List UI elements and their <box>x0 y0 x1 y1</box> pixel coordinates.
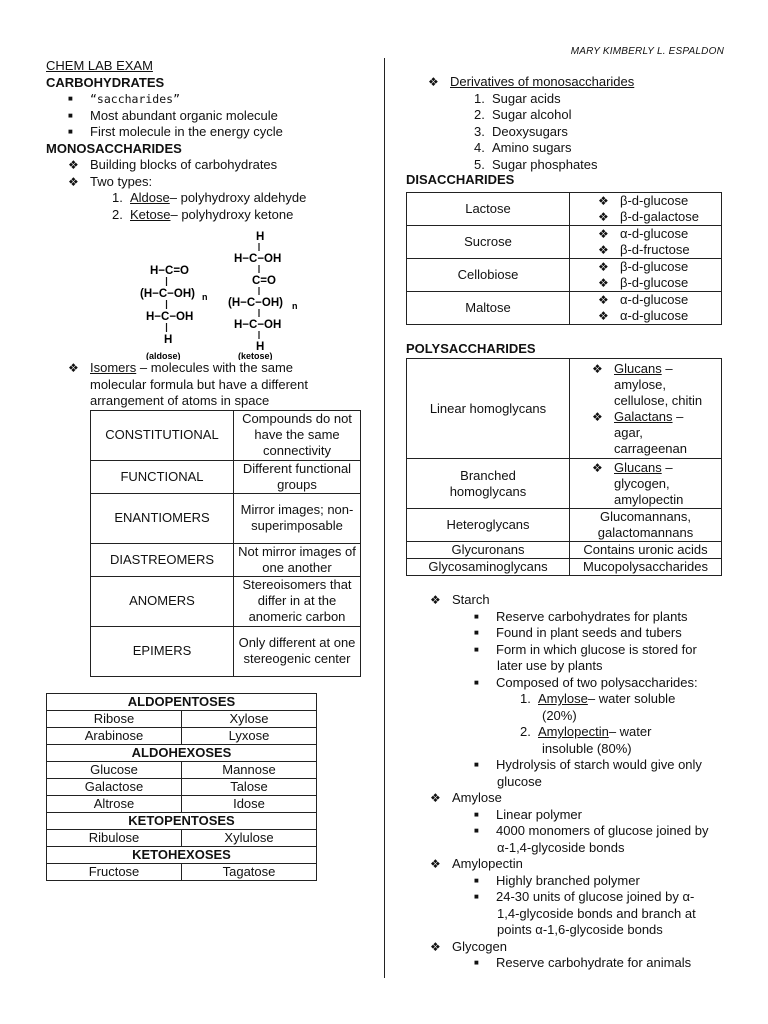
aldose-line-1: H−C=O <box>150 265 189 277</box>
polysaccharides-table <box>406 358 722 576</box>
table-row: FUNCTIONAL Different functional groups <box>91 460 361 493</box>
list-item: ❖ Derivatives of monosaccharides <box>428 74 635 89</box>
diamond-bullet-icon: ❖ <box>592 460 603 475</box>
carbohydrates-heading: CARBOHYDRATES <box>46 74 165 90</box>
author-name: MARY KIMBERLY L. ESPALDON <box>570 46 724 57</box>
aldose-line-2: (H−C−OH) <box>140 288 195 300</box>
list-item: ❖ Starch <box>430 592 490 607</box>
diamond-bullet-icon: ❖ <box>430 791 441 805</box>
list-item: ■ Reserve carbohydrate for animals <box>474 955 692 970</box>
ketose-line-2: C=O <box>252 275 276 287</box>
table-row: Sucrose ❖ α-d-glucose ❖ β-d-fructose <box>407 225 722 258</box>
ketose-bottom-h: H <box>256 341 265 353</box>
list-item: ■ Hydrolysis of starch would give only <box>474 757 702 772</box>
square-bullet-icon: ■ <box>474 809 479 819</box>
list-item: ■ Composed of two polysaccharides: <box>474 674 698 690</box>
aldose-line-3: H−C−OH <box>146 311 194 323</box>
list-item: ■ First molecule in the energy cycle <box>68 124 283 139</box>
table-row: Arabinose Lyxose <box>47 727 317 744</box>
square-bullet-icon: ■ <box>474 628 479 637</box>
ketose-subscript: n <box>292 301 298 311</box>
diamond-bullet-icon: ❖ <box>598 209 609 224</box>
list-item: 4. Amino sugars <box>474 140 572 155</box>
isomers-continued: arrangement of atoms in space <box>90 393 270 408</box>
list-item: ■ Reserve carbohydrates for plants <box>474 608 688 624</box>
diamond-bullet-icon: ❖ <box>430 857 441 871</box>
structure-diagram <box>94 227 314 360</box>
diamond-bullet-icon: ❖ <box>68 174 79 189</box>
square-bullet-icon: ■ <box>474 826 479 835</box>
monosaccharides-heading: MONOSACCHARIDES <box>46 140 182 156</box>
polysaccharides-heading: POLYSACCHARIDES <box>406 340 536 356</box>
list-item: ■ Form in which glucose is stored for <box>474 641 697 657</box>
list-item: 2. Amylopectin – water <box>520 724 652 739</box>
table-header-row: KETOHEXOSES <box>47 846 317 863</box>
table-row: Fructose Tagatose <box>47 863 317 880</box>
list-item: 1. Aldose – polyhydroxy aldehyde <box>112 190 307 205</box>
column-divider <box>384 58 385 978</box>
list-item: ❖ Glycogen <box>430 938 507 954</box>
list-item: ❖ Building blocks of carbohydrates <box>68 157 278 172</box>
table-row: Branched homoglycans ❖ Glucans – glycogen, amylopectin <box>407 459 722 509</box>
diamond-bullet-icon: ❖ <box>598 226 609 241</box>
diamond-bullet-icon: ❖ <box>598 242 609 257</box>
disaccharides-heading: DISACCHARIDES <box>406 172 515 187</box>
diamond-bullet-icon: ❖ <box>598 275 609 290</box>
diamond-bullet-icon: ❖ <box>430 939 441 954</box>
list-item: ■ Most abundant organic molecule <box>68 107 278 123</box>
list-item: ■ “saccharides” <box>68 92 181 106</box>
table-row: EPIMERS Only different at one stereogenic center <box>91 626 361 676</box>
list-item: 3. Deoxysugars <box>474 123 568 139</box>
list-item: ❖ Amylose <box>430 790 502 805</box>
list-item: ❖ Isomers – molecules with the same <box>68 360 294 375</box>
isomer-table <box>90 410 361 677</box>
square-bullet-icon: ■ <box>474 892 479 901</box>
isomers-continued: molecular formula but have a different <box>90 376 308 392</box>
aldose-subscript: n <box>202 292 208 302</box>
diamond-bullet-icon: ❖ <box>68 158 79 172</box>
table-row: Glycosaminoglycans Mucopolysaccharides <box>407 559 722 576</box>
table-row: ANOMERS Stereoisomers that differ in at the anomeric carbon <box>91 576 361 626</box>
square-bullet-icon: ■ <box>474 644 479 654</box>
list-item: ■ Highly branched polymer <box>474 872 640 888</box>
list-item: 2. Sugar alcohol <box>474 107 572 122</box>
table-row: Linear homoglycans ❖ Glucans – amylose, cellulose, chitin ❖ Galactans – agar, carrageenan <box>407 359 722 459</box>
square-bullet-icon: ■ <box>474 875 479 885</box>
list-item: ❖ Two types: <box>68 173 153 189</box>
table-row: Maltose ❖ α-d-glucose ❖ α-d-glucose <box>407 291 722 324</box>
list-item: ■ Linear polymer <box>474 806 582 822</box>
starch-section: ❖ Starch ■ Reserve carbohydrates for plants ■ Found in plant seeds and tubers ■ Form in which glucose is stored for later use by plants ■ Composed of two polysaccharides: 1. Amylose – water soluble (20%) 2. Amylopectin – water insoluble (80%) ■ Hydrolysis of starch would give only glucose ❖ Amylose ■ Linear polymer ■ 4000 monomers of glucose joined by α-1,4-glycoside bonds ❖ Amylopectin ■ Highly branched polymer ■ 24-30 units of glucose joined by α- 1,4-glycoside bonds and branch at points α-1,6-glycoside bonds ❖ Glycogen ■ Reserve carbohydrate for animals <box>406 592 726 972</box>
table-row: Altrose Idose <box>47 795 317 812</box>
diamond-bullet-icon: ❖ <box>598 259 609 274</box>
table-row: Heteroglycans Glucomannans, galactomannans <box>407 509 722 542</box>
table-header-row: ALDOHEXOSES <box>47 744 317 761</box>
right-column <box>406 74 726 972</box>
left-column <box>46 58 366 881</box>
table-row: CONSTITUTIONAL Compounds do not have the same connectivity <box>91 410 361 460</box>
square-bullet-icon: ■ <box>68 110 73 120</box>
table-row: Lactose ❖ β-d-glucose ❖ β-d-galactose <box>407 192 722 225</box>
ketose-top-h: H <box>256 231 265 243</box>
table-row: Glycuronans Contains uronic acids <box>407 542 722 559</box>
diamond-bullet-icon: ❖ <box>592 409 603 424</box>
table-row: Ribose Xylose <box>47 710 317 727</box>
list-item: 1. Sugar acids <box>474 90 561 106</box>
diamond-bullet-icon: ❖ <box>598 292 609 307</box>
aldose-h: H <box>164 334 173 346</box>
diamond-bullet-icon: ❖ <box>598 308 609 323</box>
table-header-row: ALDOPENTOSES <box>47 693 317 710</box>
diamond-bullet-icon: ❖ <box>598 193 609 208</box>
list-item: 1. Amylose – water soluble <box>520 691 676 706</box>
sugar-table <box>46 693 317 881</box>
exam-title: CHEM LAB EXAM <box>46 58 153 73</box>
list-item: ❖ Amylopectin <box>430 856 523 871</box>
ketose-line-1: H−C−OH <box>234 253 282 265</box>
table-row: Galactose Talose <box>47 778 317 795</box>
square-bullet-icon: ■ <box>68 127 73 136</box>
table-header-row: KETOPENTOSES <box>47 812 317 829</box>
aldose-label: (aldose) <box>146 351 181 360</box>
table-row: ENANTIOMERS Mirror images; non-superimposable <box>91 493 361 543</box>
table-row: DIASTREOMERS Not mirror images of one another <box>91 543 361 576</box>
ketose-label: (ketose) <box>238 351 273 360</box>
diamond-bullet-icon: ❖ <box>592 361 603 376</box>
diamond-bullet-icon: ❖ <box>430 593 441 607</box>
list-item: ■ 24-30 units of glucose joined by α- <box>474 889 695 904</box>
aldose-ketose-structures <box>46 227 366 360</box>
table-row: Cellobiose ❖ β-d-glucose ❖ β-d-glucose <box>407 258 722 291</box>
list-item: ■ Found in plant seeds and tubers <box>474 625 682 640</box>
square-bullet-icon: ■ <box>68 94 73 103</box>
table-row: Ribulose Xylulose <box>47 829 317 846</box>
table-row: Glucose Mannose <box>47 761 317 778</box>
square-bullet-icon: ■ <box>474 677 479 687</box>
diamond-bullet-icon: ❖ <box>428 75 439 89</box>
square-bullet-icon: ■ <box>474 611 479 621</box>
list-item: 5. Sugar phosphates <box>474 156 598 172</box>
ketose-line-4: H−C−OH <box>234 319 282 331</box>
square-bullet-icon: ■ <box>474 958 479 967</box>
diamond-bullet-icon: ❖ <box>68 361 79 375</box>
list-item: ■ 4000 monomers of glucose joined by <box>474 823 709 838</box>
ketose-line-3: (H−C−OH) <box>228 297 283 309</box>
disaccharides-table <box>406 192 722 325</box>
list-item: 2. Ketose – polyhydroxy ketone <box>112 206 294 222</box>
square-bullet-icon: ■ <box>474 760 479 769</box>
